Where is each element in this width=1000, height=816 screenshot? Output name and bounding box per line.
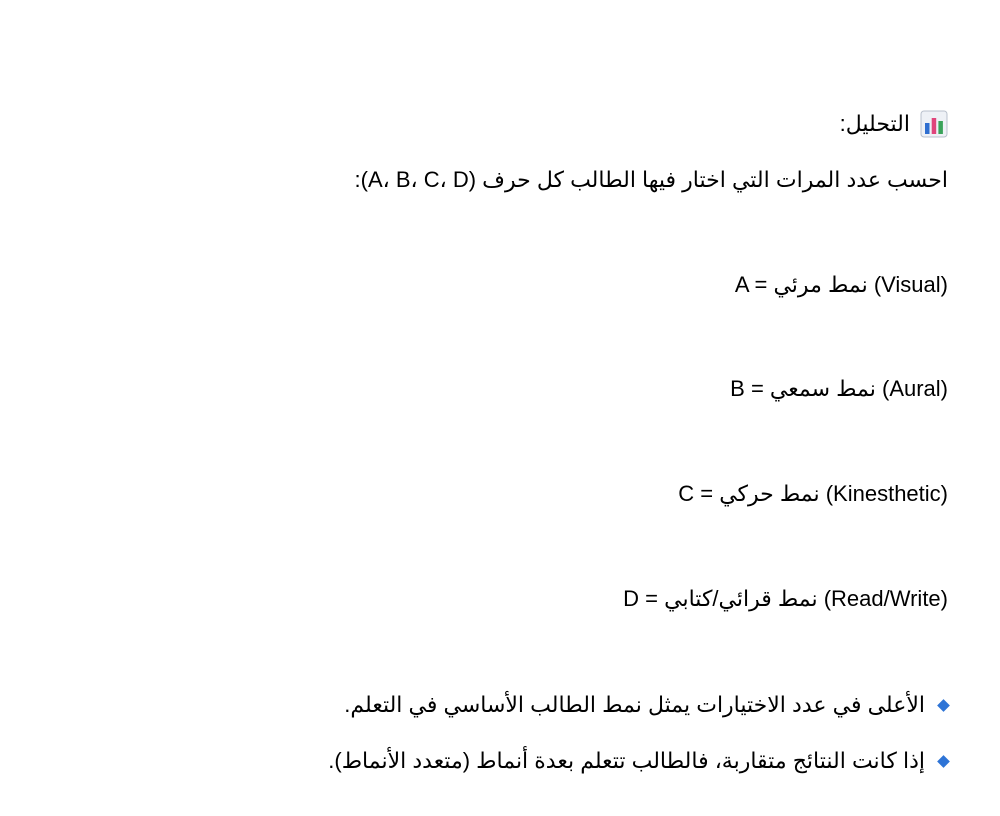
mapping-c: C = نمط حركي (Kinesthetic): [678, 481, 948, 506]
mapping-b: B = نمط سمعي (Aural): [730, 376, 948, 401]
bullet-item: [328, 746, 948, 776]
diamond-bullet-icon: [937, 699, 950, 712]
bullet-text: الأعلى في عدد الاختيارات يمثل نمط الطالب الأساسي في التعلم.: [344, 692, 925, 717]
analysis-heading: [840, 109, 948, 139]
bullet-text: إذا كانت النتائج متقاربة، فالطالب تتعلم بعدة أنماط (متعدد الأنماط).: [328, 748, 925, 773]
mapping-d: D = نمط قرائي/كتابي (Read/Write): [623, 586, 948, 611]
intro-text: احسب عدد المرات التي اختار فيها الطالب كل حرف (A، B، C، D):: [354, 167, 948, 192]
heading-label: التحليل:: [839, 111, 910, 136]
diamond-bullet-icon: [937, 755, 950, 768]
mapping-a: A = نمط مرئي (Visual): [734, 272, 948, 297]
bar-chart-icon: [920, 110, 948, 138]
bullet-item: [344, 690, 948, 720]
